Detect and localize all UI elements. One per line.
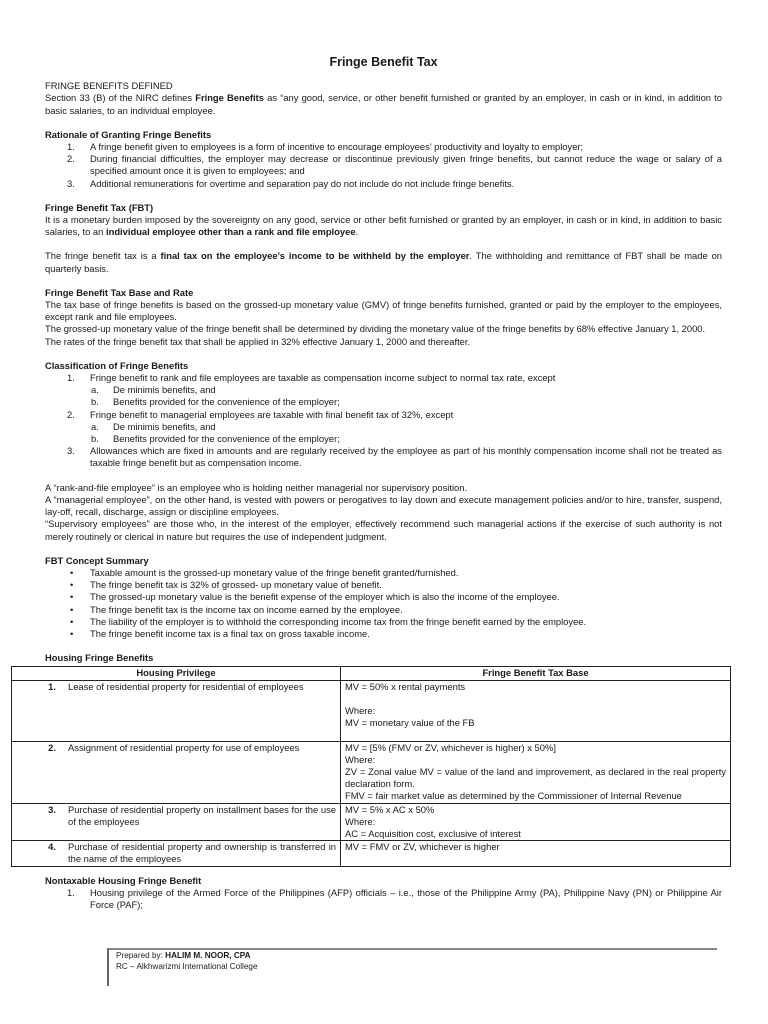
bullet-item-text: The fringe benefit income tax is a final tax on gross taxable income.: [90, 627, 370, 639]
bullet-marker: •: [70, 615, 74, 627]
tax-base-cell: [341, 741, 731, 803]
fbt-paragraph-1: [45, 214, 722, 238]
section-heading-fbt: Fringe Benefit Tax (FBT): [45, 201, 154, 213]
bullet-item-text: The fringe benefit tax is the income tax on income earned by the employee.: [90, 603, 403, 615]
sub-list-item-text: De minimis benefits, and: [113, 420, 216, 432]
document-title: Fringe Benefit Tax: [329, 55, 438, 69]
base-paragraph-1: The tax base of fringe benefits is based on the grossed-up monetary value (GMV) of fringe benefits furnished, granted or paid by the employer to the employees, except rank and file employees.: [45, 299, 722, 323]
defined-term: Fringe Benefits: [195, 92, 264, 104]
bullet-item: [45, 604, 722, 616]
rationale-list: [45, 141, 722, 190]
list-item-text: Allowances which are fixed in amounts and are regularly received by the employee as part of his monthly compensation income shall not be treated as taxable fringe benefit but as compensation income.: [90, 445, 722, 469]
bullet-marker: •: [70, 566, 74, 578]
bullet-item: [45, 591, 722, 603]
table-row: [12, 841, 731, 866]
section-heading-base: Fringe Benefit Tax Base and Rate: [45, 286, 194, 298]
sub-list-item-text: Benefits provided for the convenience of the employer;: [113, 433, 340, 445]
rank-and-file-definition: A “rank-and-file employee” is an employee who is holding neither managerial nor supervisory position.: [45, 481, 468, 493]
defined-text-end: as “any good, service, or other benefit furnished or granted by an employer, in cash or in kind, in addition to basic salaries, to an individual employee.: [45, 92, 722, 116]
privilege-cell: [12, 803, 341, 841]
concept-list: [45, 567, 722, 640]
fbt-text: The fringe benefit tax is a: [45, 250, 161, 262]
tax-base-line: FMV = fair market value as determined by the Commissioner of Internal Revenue: [345, 790, 682, 802]
fbt-text: It is a monetary burden imposed by the sovereignty on any good, service or other befit furnished or granted by an employer, in cash or in kind, in addition to basic salaries, to an: [45, 214, 722, 238]
classification-list: [45, 372, 722, 384]
prepared-by-label: Prepared by:: [116, 951, 166, 960]
housing-table: [11, 666, 731, 866]
defined-paragraph: [45, 92, 722, 116]
row-number: 2.: [48, 741, 56, 753]
preparer-name: HALIM M. NOOR, CPA: [165, 951, 251, 960]
list-item: 3. Allowances which are fixed in amounts and are regularly received by the employee as part of his monthly compensation income shall not be treated as taxable fringe benefit but as compensation income.: [67, 445, 722, 469]
fbt-text-end: . The withholding and remittance of FBT shall be made on quarterly basis.: [45, 250, 722, 274]
managerial-definition: A “managerial employee”, on the other hand, is vested with powers or perogatives to lay down and execute management policies and/or to hire, transfer, suspend, lay-off, recall, discharge, assign or discipline employees.: [45, 493, 722, 518]
tax-base-line: MV = 5% x AC x 50%: [345, 803, 435, 815]
tax-base-line: MV = monetary value of the FB: [345, 716, 475, 728]
supervisory-definition: “Supervisory employees” are those who, in the interest of the employer, effectively recommend such managerial actions if the exercise of such authority is not merely routinely or clerical in nature but requires the use of independent judgment.: [45, 518, 722, 542]
bullet-item: [45, 628, 722, 640]
institution: RC – Alkhwarizmi International College: [116, 962, 258, 971]
bullet-item-text: The liability of the employer is to withhold the corresponding income tax from the fringe benefit earned by the employee.: [90, 615, 587, 627]
fbt-paragraph-2: [45, 250, 722, 274]
privilege-text: Purchase of residential property on installment bases for the use of the employees: [68, 803, 336, 827]
bullet-item: [45, 616, 722, 628]
nontaxable-list: [45, 887, 722, 911]
classification-sublist-2: [45, 421, 722, 445]
bullet-item-text: The grossed-up monetary value is the benefit expense of the employer which is also the income of the employee.: [90, 591, 560, 603]
tax-base-line: ZV = Zonal value MV = value of the land and improvement, as declared in the real property declaration form.: [345, 765, 726, 790]
document-page: [45, 0, 726, 911]
tax-base-cell: [341, 680, 731, 741]
sub-list-item-text: De minimis benefits, and: [113, 384, 216, 396]
tax-base-line: AC = Acquisition cost, exclusive of interest: [345, 827, 521, 839]
bullet-item: [45, 567, 722, 579]
privilege-text: Assignment of residential property for use of employees: [68, 741, 300, 753]
table-row: [12, 680, 731, 741]
prepared-by: [116, 950, 258, 961]
section-heading-nontaxable: Nontaxable Housing Fringe Benefit: [45, 874, 202, 886]
section-heading-defined: FRINGE BENEFITS DEFINED: [45, 80, 173, 92]
tax-base-line: Where:: [345, 815, 376, 827]
list-item-text: Fringe benefit to rank and file employees are taxable as compensation income subject to normal tax rate, except: [90, 372, 556, 384]
list-item: 2. Fringe benefit to managerial employees are taxable with final benefit tax of 32%, except: [67, 408, 454, 420]
classification-sublist-1: [45, 384, 722, 408]
list-item-text: Additional remunerations for overtime and separation pay do not include do not include fringe benefits.: [90, 177, 515, 189]
classification-list-end: [45, 445, 722, 469]
list-item-text: Fringe benefit to managerial employees are taxable with final benefit tax of 32%, except: [90, 408, 454, 420]
list-item-text: A fringe benefit given to employees is a form of incentive to encourage employees’ productivity and loyalty to employer;: [90, 141, 584, 153]
tax-base-cell: [341, 803, 731, 841]
privilege-text: Lease of residential property for residential of employees: [68, 680, 304, 692]
table-row: [12, 803, 731, 841]
bullet-marker: •: [70, 627, 74, 639]
bullet-marker: •: [70, 603, 74, 615]
privilege-cell: [12, 741, 341, 803]
tax-base-line: Where:: [345, 704, 376, 716]
list-item: 3. Additional remunerations for overtime and separation pay do not include do not include fringe benefits.: [67, 177, 515, 189]
sub-list-item: a. De minimis benefits, and: [91, 384, 216, 396]
row-number: 3.: [48, 803, 56, 815]
bullet-item-text: The fringe benefit tax is 32% of grossed- up monetary value of benefit.: [90, 579, 382, 591]
bullet-item: [45, 579, 722, 591]
list-item: 1. Fringe benefit to rank and file employees are taxable as compensation income subject to normal tax rate, except: [67, 372, 556, 384]
sub-list-item: a. De minimis benefits, and: [91, 420, 216, 432]
sub-list-item: b. Benefits provided for the convenience of the employer;: [91, 396, 340, 408]
table-row: [12, 741, 731, 803]
fbt-text-end: .: [355, 226, 359, 238]
list-item-text: During financial difficulties, the employer may decrease or discontinue previously given fringe benefits, but cannot reduce the wage or salary of a specified amount once it is given to employees; and: [90, 153, 722, 177]
tax-base-line: MV = [5% (FMV or ZV, whichever is higher) x 50%]: [345, 741, 556, 753]
footer: [116, 950, 258, 972]
tax-base-line: Where:: [345, 753, 376, 765]
row-number: 1.: [48, 680, 56, 692]
footer-divider: [107, 948, 109, 986]
column-header-privilege: Housing Privilege: [12, 667, 341, 680]
fbt-emphasis: individual employee other than a rank and file employee: [105, 226, 356, 238]
list-item: 1. A fringe benefit given to employees is a form of incentive to encourage employees’ productivity and loyalty to employer;: [67, 141, 584, 153]
section-heading-rationale: Rationale of Granting Fringe Benefits: [45, 128, 212, 140]
privilege-cell: [12, 680, 341, 741]
sub-list-item-text: Benefits provided for the convenience of the employer;: [113, 396, 340, 408]
row-number: 4.: [48, 841, 56, 853]
bullet-marker: •: [70, 579, 74, 591]
section-heading-classification: Classification of Fringe Benefits: [45, 359, 189, 371]
classification-list-cont: [45, 409, 722, 421]
fbt-emphasis: final tax on the employee’s income to be withheld by the employer: [160, 250, 470, 262]
list-item-text: Housing privilege of the Armed Force of the Philippines (AFP) officials – i.e., those of the Philippine Army (PA), Philippine Navy (PN) or Philippine Air Force (PAF);: [90, 886, 722, 910]
privilege-cell: [12, 841, 341, 866]
base-paragraph-2: The grossed-up monetary value of the fringe benefit shall be determined by dividing the monetary value of the fringe benefits by 68% effective January 1, 2000.: [45, 323, 706, 335]
bullet-marker: •: [70, 591, 74, 603]
list-item: 2. During financial difficulties, the employer may decrease or discontinue previously given fringe benefits, but cannot reduce the wage or salary of a specified amount once it is given to employees; and: [67, 153, 722, 177]
tax-base-cell: [341, 841, 731, 866]
defined-text: Section 33 (B) of the NIRC defines: [45, 92, 196, 104]
tax-base-line: MV = FMV or ZV, whichever is higher: [345, 841, 500, 853]
bullet-item-text: Taxable amount is the grossed-up monetary value of the fringe benefit granted/furnished.: [90, 566, 459, 578]
section-heading-concept: FBT Concept Summary: [45, 554, 149, 566]
section-heading-housing: Housing Fringe Benefits: [45, 652, 154, 664]
tax-base-line: MV = 50% x rental payments: [345, 680, 466, 692]
list-item: 1. Housing privilege of the Armed Force of the Philippines (AFP) officials – i.e., those of the Philippine Army (PA), Philippine Navy (PN) or Philippine Air Force (PAF);: [67, 886, 722, 910]
sub-list-item: b. Benefits provided for the convenience of the employer;: [91, 433, 340, 445]
base-paragraph-3: The rates of the fringe benefit tax that shall be applied in 32% effective January 1, 2000 and thereafter.: [45, 335, 471, 347]
table-header-row: [12, 667, 731, 680]
column-header-tax-base: Fringe Benefit Tax Base: [341, 667, 731, 680]
privilege-text: Purchase of residential property and ownership is transferred in the name of the employees: [68, 841, 336, 865]
